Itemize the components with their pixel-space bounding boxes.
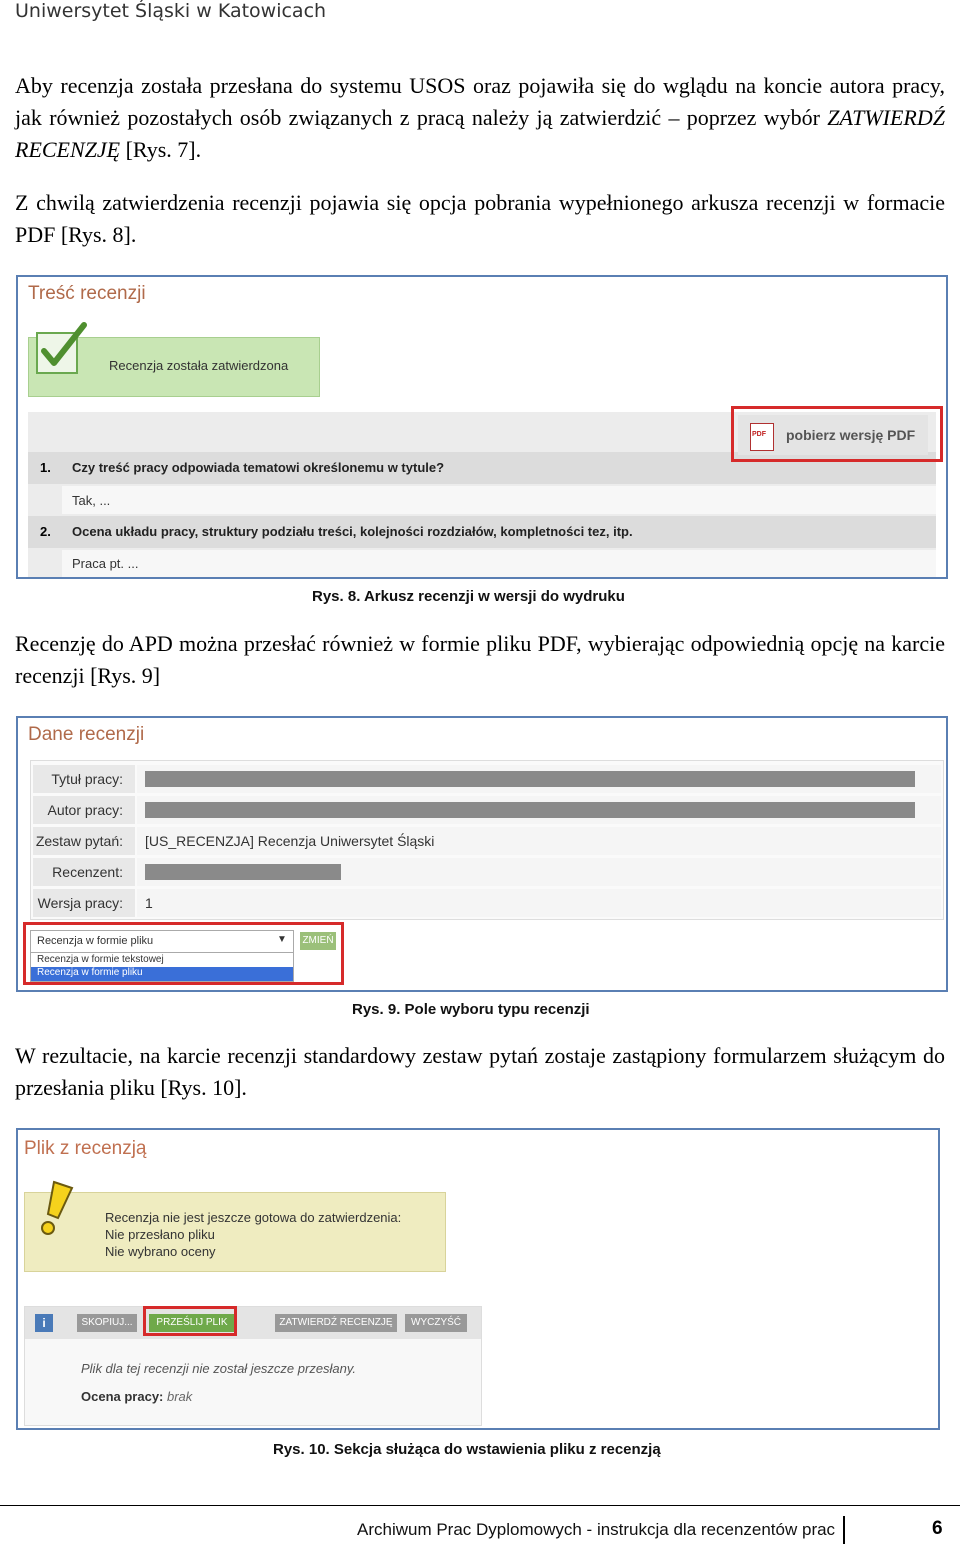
approve-emphasis: ZATWIERDŹ RECENZJĘ [15, 105, 945, 162]
question-row [28, 516, 936, 548]
university-header: Uniwersytet Śląski w Katowicach [15, 0, 327, 22]
row-label-reviewer: Recenzent: [33, 858, 135, 886]
row-value-author [137, 796, 941, 824]
warning-box [24, 1192, 446, 1272]
row-value-version: 1 [137, 889, 941, 917]
answer-row [62, 550, 936, 577]
warning-exclamation-icon [32, 1178, 82, 1238]
question-text: Ocena układu pracy, struktury podziału treści, kolejności rozdziałów, kompletności tez, itp. [72, 524, 633, 539]
pdf-icon: PDF [750, 423, 774, 451]
question-number: 2. [40, 524, 51, 539]
grade-label: Ocena pracy: [81, 1389, 164, 1404]
redacted-bar [145, 771, 915, 787]
change-button[interactable]: ZMIEŃ [300, 932, 336, 950]
send-file-button[interactable]: PRZEŚLIJ PLIK [149, 1314, 235, 1332]
redacted-bar [145, 802, 915, 818]
row-label-author: Autor pracy: [33, 796, 135, 824]
row-label-title: Tytuł pracy: [33, 765, 135, 793]
paragraph-approve-text: Aby recenzja została przesłana do systemu USOS oraz pojawiła się do wglądu na koncie autora pracy, jak również pozostałych osób związanych z pracą należy ją zatwierdzić – poprzez wybór [15, 73, 945, 130]
highlight-pdf-button [731, 406, 943, 462]
review-data-table [30, 760, 944, 920]
row-value-reviewer [137, 858, 941, 886]
file-toolbar [25, 1307, 481, 1339]
fig10-screenshot [16, 1128, 940, 1430]
paragraph-result: W rezultacie, na karcie recenzji standardowy zestaw pytań zostaje zastąpiony formularzem służącym do przesłania pliku [Rys. 10]. [15, 1043, 945, 1100]
redacted-bar [145, 864, 341, 880]
fig9-title: Dane recenzji [28, 724, 145, 745]
highlight-send-file [143, 1306, 237, 1336]
approved-message: Recenzja została zatwierdzona [109, 358, 289, 373]
question-number: 1. [40, 460, 51, 475]
answer-text: Tak, ... [72, 493, 111, 508]
footer-divider [0, 1505, 960, 1506]
grade-row [81, 1389, 192, 1404]
warning-line: Nie wybrano oceny [105, 1244, 216, 1259]
fig10-title: Plik z recenzją [24, 1138, 147, 1159]
no-file-message: Plik dla tej recenzji nie został jeszcze przesłany. [81, 1361, 357, 1376]
paragraph-pdf: Z chwilą zatwierdzenia recenzji pojawia się opcja pobrania wypełnionego arkusza recenzji w formacie PDF [Rys. 8]. [15, 190, 945, 247]
checkmark-icon [34, 321, 86, 373]
approve-review-button[interactable]: ZATWIERDŹ RECENZJĘ [275, 1314, 397, 1332]
clear-button[interactable]: WYCZYŚĆ [405, 1314, 467, 1332]
chevron-down-icon: ▼ [277, 934, 287, 945]
download-pdf-label: pobierz wersję PDF [786, 427, 916, 443]
page-number: 6 [932, 1518, 943, 1539]
warning-text [105, 1209, 401, 1260]
file-panel [24, 1306, 482, 1426]
row-value-question-set: [US_RECENZJA] Recenzja Uniwersytet Śląski [137, 827, 941, 855]
fig8-title: Treść recenzji [28, 283, 146, 304]
warning-line: Nie przesłano pliku [105, 1227, 215, 1242]
row-label-version: Wersja pracy: [33, 889, 135, 917]
row-value-title [137, 765, 941, 793]
question-text: Czy treść pracy odpowiada tematowi określonemu w tytule? [72, 460, 445, 475]
fig8-caption: Rys. 8. Arkusz recenzji w wersji do wydruku [312, 588, 625, 605]
copy-button[interactable]: SKOPIUJ... [77, 1314, 137, 1332]
footer-title: Archiwum Prac Dyplomowych - instrukcja dla recenzentów prac [357, 1520, 836, 1539]
fig10-caption: Rys. 10. Sekcja służąca do wstawienia pliku z recenzją [273, 1441, 661, 1458]
footer-separator [843, 1516, 845, 1544]
paragraph-file-option: Recenzję do APD można przesłać również w formie pliku PDF, wybierając odpowiednią opcję na karcie recenzji [Rys. 9] [15, 631, 945, 688]
highlight-select [23, 922, 344, 985]
warning-line: Recenzja nie jest jeszcze gotowa do zatwierdzenia: [105, 1210, 402, 1225]
row-label-question-set: Zestaw pytań: [33, 827, 135, 855]
select-option-selected[interactable]: Recenzja w formie pliku [31, 967, 293, 981]
fig9-caption: Rys. 9. Pole wyboru typu recenzji [352, 1001, 590, 1018]
select-value: Recenzja w formie pliku [37, 935, 154, 947]
answer-row [62, 486, 936, 514]
grade-value: brak [167, 1389, 193, 1404]
paragraph-approve [15, 70, 945, 166]
paragraph-approve-ref: [Rys. 7]. [120, 137, 202, 162]
answer-text: Praca pt. ... [72, 556, 139, 571]
info-icon[interactable]: i [35, 1314, 53, 1332]
select-option[interactable]: Recenzja w formie tekstowej [37, 954, 164, 965]
